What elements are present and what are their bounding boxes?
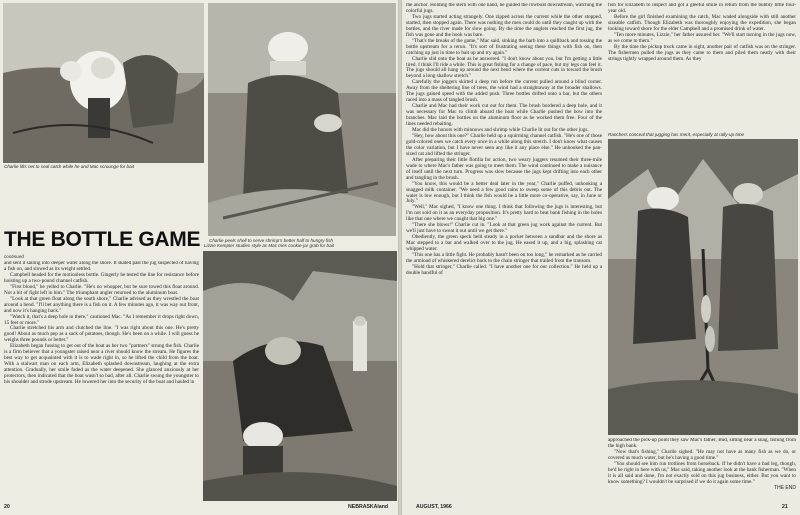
body-paragraph: "Hey, how about this one?" Charlie held up a squirming channel catfish. "He's one of those gold-colored ones we catch every once in a while along this stretch. I don't know what causes the color variation, but I have never seen any like it any place else." He unhooked the pan-sized cat and lifted the stringer. bbox=[406, 132, 602, 157]
body-paragraph: "You should see him run trotlines from horseback. If he didn't have a bad leg, though, he'd be right in here with us," Mac said, taking another look at the bank fisherman. "When it is all said and done, I'm not exactly sold on this jug business, either. But you want to know something? I wouldn't be surprised if we do it again some time." bbox=[608, 460, 796, 485]
body-paragraph: Obediently, the green speck held steady in a pocket between a sandbar and the shore as Mac stepped to a bar and walked over to the jug. He eased it up, and a big, splashing cat whipped water. bbox=[406, 234, 602, 253]
body-paragraph: "Ten more minutes, Lizzie," her father assured her. "We'll start turning in the jugs now, as we come to them." bbox=[608, 31, 796, 44]
body-paragraph: Before the girl finished examining the catch, Mac waded alongside with still another sizeable catfish. Though Elizabeth was thoroughly enjoying the expedition, she began looking toward shore for the elder Campbell and a promised drink of water. bbox=[608, 13, 796, 32]
body-paragraph: Carefully the joggers skirted a deep run before the current pulled around a blind corner. Away from the sheltering line of trees, the wind had a straightaway at the broader shallows. The jugs gained speed with the added push. Three bottles drifted onto a bar, but the others raced into a mass of tangled brush. bbox=[406, 79, 602, 104]
photo-cookie-jar-image bbox=[203, 251, 397, 501]
end-mark-row bbox=[608, 486, 796, 492]
body-paragraph: "Watch it, that's a deep hole in there," cautioned Mac. "As I remember it drops right down, 15 feet or more." bbox=[4, 313, 199, 326]
body-paragraph: fish for Elizabeth to inspect and got a gleeful smile in return from the bubbly little four-year old. bbox=[608, 3, 796, 14]
body-paragraph: "Look at that green float along the south shore," Charlie advised as they wrestled the boat around a bend. "I'll bet anything there is a fish on it. A few minutes ago, it was way out front, and now it's hanging back." bbox=[4, 295, 199, 314]
right-body-column-1 bbox=[406, 3, 602, 501]
body-paragraph: "Hold that stringer," Charlie called. "I have another one for our collection." He held up a double handful of bbox=[406, 263, 602, 276]
body-paragraph: After preparing their little flotilla for action, two weary juggers resumed their three-mile wade to where Mac's father was going to meet them. The wind continued to make a nuisance of itself until the next turn. Progress was slow because the jugs kept drifting into each other and tangling in the brush. bbox=[406, 156, 602, 181]
caption-photo-1: Charlie lifts net to seal catch while he and Mac scrounge for bait bbox=[4, 164, 134, 169]
body-paragraph: Charlie slid onto the boat as he answered. "I don't know about you, but I'm getting a little tired. I think I'll ride a while. This is great fishing for a change of pace, but my legs can feel it. The jugs should all hang up around the next bend where the current cuts in toward the brush beyond a long shallow stretch." bbox=[406, 55, 602, 80]
left-body-column bbox=[4, 261, 199, 501]
right-body-column-2-bottom bbox=[608, 438, 796, 502]
end-mark: THE END bbox=[774, 484, 796, 491]
caption-photo-4: Ranchers conceal that jugging has merit, especially at rally-up time bbox=[608, 132, 745, 137]
photo-ranchers bbox=[608, 139, 798, 435]
body-paragraph: "There she blows!" Charlie cut in. "Look at that green jug work against the current. But we'll just have to sweat it out until we get there." bbox=[406, 222, 602, 235]
right-page bbox=[402, 0, 800, 515]
body-paragraph: "This one has a little fight. He probably hasn't been on too long," he remarked as he carried the armload of whiskered derelict back to the chain stringer that trailed from the transom. bbox=[406, 252, 602, 264]
caption-photo-2: Charlie peels shell to serve shrimp's better half to hungry fish bbox=[209, 238, 333, 243]
photo-shrimp-bait-image bbox=[208, 3, 396, 236]
body-paragraph: Charlie and Mac had their work cut out for them. The brush bordered a deep hole, and it was necessary for Mac to climb aboard the boat while Charlie pushed the bow into the branches. Mac laid the bottles on the aluminum floor as he worked them free. Four of the lines needed rebaiting. bbox=[406, 103, 602, 128]
photo-cookie-jar bbox=[203, 251, 397, 501]
body-paragraph: Campbell headed for the motionless bottle. Gingerly he tested the line for resistance before hoisting up a two-pound channel catfish. bbox=[4, 271, 199, 284]
body-paragraph: "First blood," he yelled to Charlie. "He's no whopper, but be sure towed this float around. Not a bit of fight left in him." The triumphant angler returned to the aluminum boat. bbox=[4, 283, 199, 296]
right-body-column-2-top bbox=[608, 3, 796, 131]
right-folio: 21 bbox=[782, 504, 788, 510]
photo-ranchers-image bbox=[608, 139, 798, 435]
body-paragraph: Charlie stretched his arm and clutched the line. "I was right about this one. He's pretty good! About as much pep as a sack of potatoes, though. He's been on a while. I will guess he weighs three pounds or better." bbox=[4, 325, 199, 344]
photo-net-bait-image bbox=[3, 3, 204, 163]
photo-shrimp-bait bbox=[208, 3, 396, 236]
dateline: AUGUST, 1966 bbox=[416, 504, 452, 510]
magazine-name: NEBRASKAland bbox=[348, 504, 389, 510]
left-folio: 20 bbox=[4, 504, 10, 510]
body-paragraph: "You know, this would be a better deal later in the year," Charlie puffed, unhooking a snagged milk container. "We need a few good rains to sweep some of this debris out. The water is low enough, but I think the fish would be a little more co-operative, say, in June or July." bbox=[406, 180, 602, 205]
caption-photo-3: Lizzie Kempter studies style as Mac tries cookie-jar grab for bait bbox=[204, 243, 334, 248]
body-paragraph: By the time the pickup truck came in sight, another pair of catfish was on the stringer. The fishermen pulled the jugs as they came to them and piled them neatly with their strings tightly wrapped around them. As they bbox=[608, 43, 796, 62]
body-paragraph: "Now that's fishing," Charlie sighed. "He may not have as many fish as we do, or covered as much water, but he's having a good time." bbox=[608, 448, 796, 461]
body-paragraph: Elizabeth began fussing to get out of the boat as her two "partners" strung the fish. Charlie is a firm believer that a youngster raised near a river should know the stream. He figures the best way to get acquainted with it is to wade right in, so he lifted the child from the boat. With a stalwart man on each arm, Elizabeth splashed downstream, laughing at the extra attention. Gradually, her smile faded as the water deepened. She glanced anxiously at her protectors, then indicated that the boat wasn't so bad, after all. Charlie swung the youngster to his shoulder and strode upstream. He lowered her into the security of the boat and hauled in bbox=[4, 343, 199, 386]
body-paragraph: "Well," Mac sighed, "I know one thing. I think that following the jugs is interesting, but I'm not sold on it as an everyday proposition. It's pretty hard to beat bank fishing in the holes like that one where we caught that big one." bbox=[406, 204, 602, 223]
body-paragraph: Mac did the honors with minnows and shrimp while Charlie lit out for the other jugs. bbox=[412, 127, 589, 134]
left-page bbox=[0, 0, 398, 515]
body-paragraph: the anchor. Holding the stern with one hand, he guided the rowboat downstream, watching the colorful jugs. bbox=[406, 3, 602, 14]
body-paragraph: and sent it sailing into deeper water along the shore. It skated past the jug suspected of having a fish on, and slowed as its weight settled. bbox=[4, 261, 199, 272]
continued-label: continued bbox=[4, 254, 24, 259]
article-title: THE BOTTLE GAME bbox=[4, 228, 201, 251]
body-paragraph: Two jugs started acting strangely. One zipped across the current while the other stopped, started, then stopped again. There was nothing the men could do until they caught up with the bottles, and the river made for slow going. By the time the anglers reached the first jug, the fish was gone and the hook was bare. bbox=[406, 13, 602, 38]
body-paragraph: approached the pick-up point they saw Mac's father, Bud, sitting near a snag, fishing from the high bank. bbox=[608, 438, 796, 449]
photo-net-bait bbox=[3, 3, 204, 163]
body-paragraph: "That's the breaks of the game," Mac said, sinking the barb into a quillback and tossing the bottle upstream for a rerun. "It's sort of frustrating seeing these things with fish on, then catching up just in time to bait up and try again." bbox=[406, 37, 602, 56]
